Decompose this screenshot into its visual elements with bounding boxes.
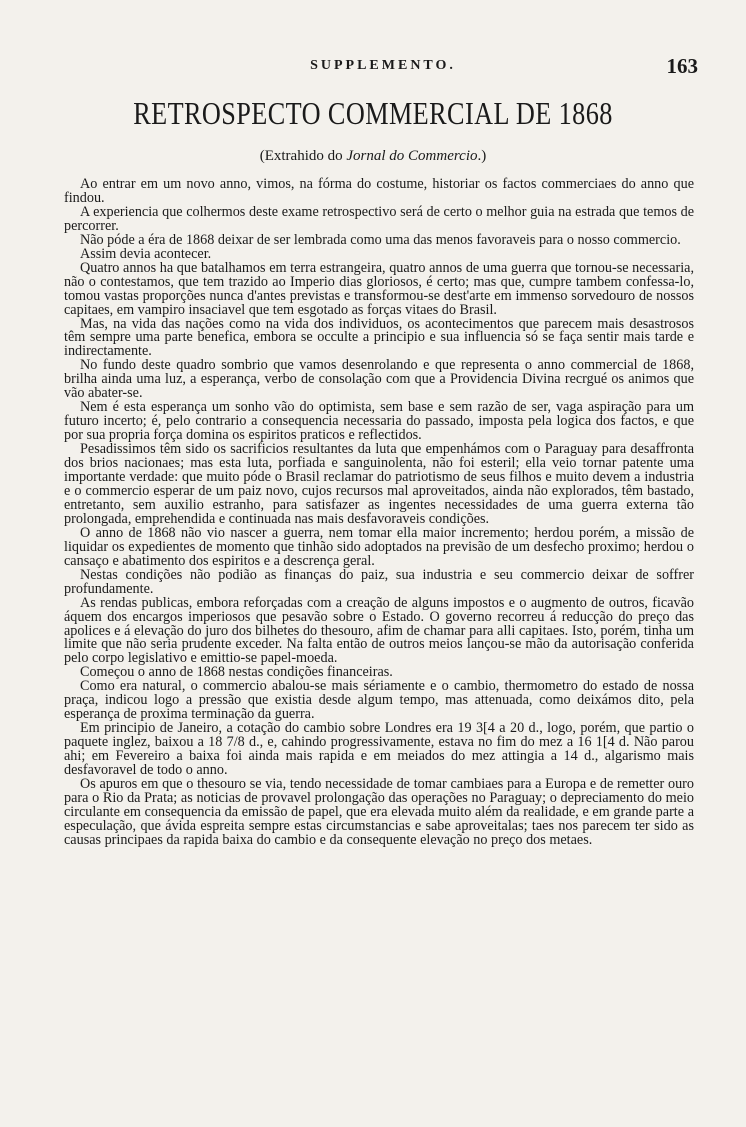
paragraph: Começou o anno de 1868 nestas condições financeiras.	[80, 664, 393, 681]
paragraph: Pesadissimos têm sido os sacrificios resultantes da luta que empenhámos com o Paraguay para desaffronta dos brios nacionaes; mas esta luta, porfiada e sanguinolenta, não foi esteril; ella veio tornar patente uma importante verdade: que muito póde o Brasil reclamar do patriotismo de seus filhos e muito devem a industria e o commercio esperar de um paiz novo, cujos recursos mal aproveitados, ainda não explorados, têm bastado, entretanto, sem auxilio estranho, para satisfazer as ingentes necessidades de uma guerra externa tão prolongada, emprehendida e continuada nas mais desfavoraveis condições.	[64, 441, 694, 527]
paragraph: Nem é esta esperança um sonho vão do optimista, sem base e sem razão de ser, vaga aspiração para um futuro incerto; é, pelo contrario a consequencia necessaria do passado, imposta pela logica dos factos, e que por sua propria força domina os espiritos praticos e reflectidos.	[64, 399, 694, 444]
paragraph: Como era natural, o commercio abalou-se mais sériamente e o cambio, thermometro do estado de nossa praça, indicou logo a pressão que existia desde algum tempo, mas attenuada, como deixámos dito, pela esperança de proxima terminação da guerra.	[64, 678, 694, 723]
paragraph: Nestas condições não podião as finanças do paiz, sua industria e seu commercio deixar de soffrer profundamente.	[64, 566, 694, 597]
paragraph: Mas, na vida das nações como na vida dos individuos, os acontecimentos que parecem mais desastrosos têm sempre uma parte benefica, embora se occulte a principio e sua influencia só se faça sentir mais tarde e indirectamente.	[64, 315, 694, 360]
page-number: 163	[666, 54, 698, 78]
paragraph: Assim devia acontecer.	[80, 245, 212, 262]
running-head	[60, 54, 706, 86]
paragraph: A experiencia que colhermos deste exame retrospectivo será de certo o melhor guia na estrada que temos de percorrer.	[64, 203, 694, 234]
paragraph: No fundo deste quadro sombrio que vamos desenrolando e que representa o anno commercial de 1868, brilha ainda uma luz, a esperança, verbo de consolação com que a Providencia Divina recrgué os animos que vão abater-se.	[64, 357, 694, 402]
running-head-label: SUPPLEMENTO.	[310, 58, 456, 73]
article-body	[64, 178, 694, 848]
article-subtitle	[40, 148, 706, 165]
subtitle-suffix: .)	[477, 148, 487, 164]
paragraph: Em principio de Janeiro, a cotação do cambio sobre Londres era 19 3[4 a 20 d., logo, porém, que partio o paquete inglez, baixou a 18 7/8 d., e, cahindo progressivamente, estava no fim do mez a 16 1[4 d. Não parou ahi; em Fevereiro a baixa foi ainda mais rapida e em meiados do mez attingia a 14 d., algarismo mais desfavoravel de todo o anno.	[64, 720, 694, 779]
paragraph: Ao entrar em um novo anno, vimos, na fórma do costume, historiar os factos commerciaes do anno que findou.	[64, 176, 694, 206]
subtitle-source: Jornal do Commercio	[346, 148, 478, 164]
paragraph: Quatro annos ha que batalhamos em terra estrangeira, quatro annos de uma guerra que tornou-se necessaria, não o contestamos, que tem trazido ao Imperio dias gloriosos, é certo; mas que, cumpre tambem confessa-lo, tomou vastas proporções nunca d'antes previstas e transformou-se dest'arte em immenso sorvedouro de nossos capitaes, em vampiro insaciavel que tem esgotado as forças vitaes do Brasil.	[64, 259, 694, 318]
paragraph: Não póde a éra de 1868 deixar de ser lembrada como uma das menos favoraveis para o nosso commercio.	[80, 231, 681, 248]
paragraph: As rendas publicas, embora reforçadas com a creação de alguns impostos e o augmento de outros, ficavão áquem dos encargos imperiosos que pesavão sobre o Estado. O governo recorreu á reducção do preço das apolices e á elevação do juro dos bilhetes do thesouro, afim de chamar para alli capitaes. Isto, porém, tinha um limite que não seria prudente exceder. Na falta então de outros meios lançou-se mão da autorisação conferida pelo corpo legislativo e emittio-se papel-moeda.	[64, 594, 694, 667]
article-title: RETROSPECTO COMMERCIAL DE 1868	[133, 95, 613, 131]
paragraph: Os apuros em que o thesouro se via, tendo necessidade de tomar cambiaes para a Europa e de remetter ouro para o Rio da Prata; as noticias de provavel prolongação das operações no Paraguay; o depreciamento do meio circulante em consequencia da emissão de papel, que era elevada muito além da realidade, e em grande parte a especulação, que ávida espreita sempre estas circumstancias e sabe aproveitalas; taes nos parecem ter sido as causas principaes da rapida baixa do cambio e da consequente elevação no preço dos metaes.	[64, 775, 694, 848]
subtitle-prefix: (Extrahido do	[259, 148, 347, 164]
paragraph: O anno de 1868 não vio nascer a guerra, nem tomar ella maior incremento; herdou porém, a missão de liquidar os expedientes de momento que tinhão sido adoptados na previsão de um desfecho proximo; herdou o cansaço e abatimento dos espiritos e a descrença geral.	[64, 524, 694, 569]
